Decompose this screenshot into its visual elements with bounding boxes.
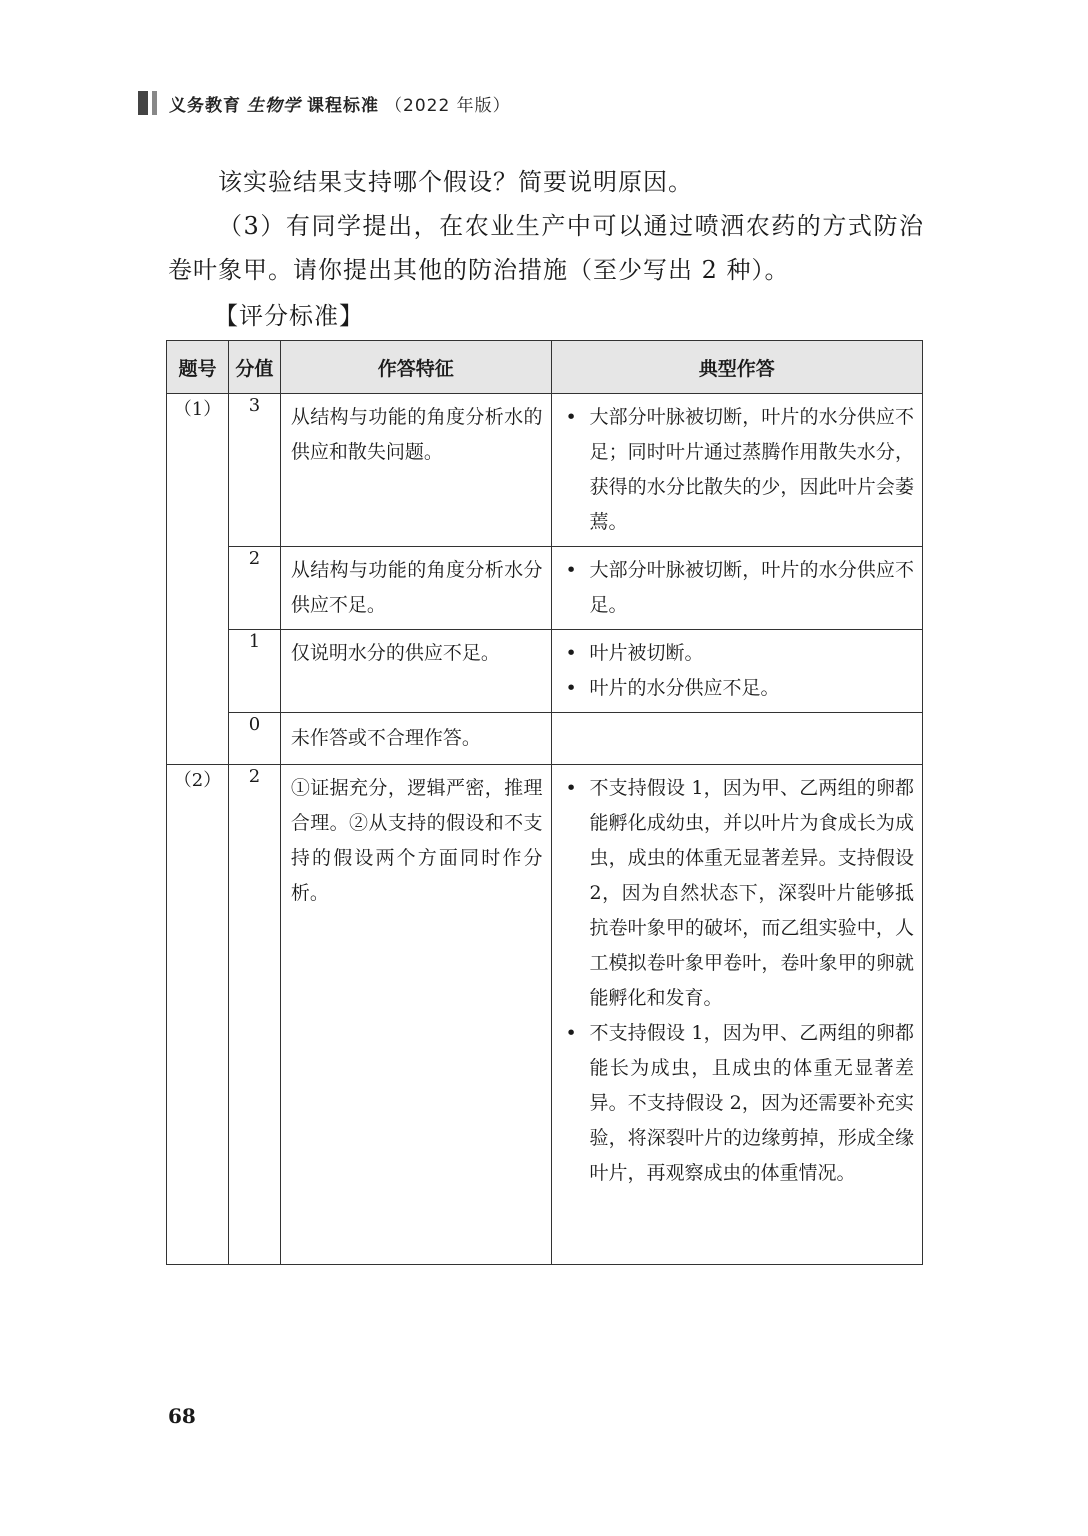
score-cell: 2 bbox=[228, 547, 280, 630]
scoring-criteria-heading: 【评分标准】 bbox=[214, 302, 364, 330]
scoring-table bbox=[166, 340, 923, 1265]
table-row bbox=[167, 547, 923, 630]
feature-cell: 从结构与功能的角度分析水分供应不足。 bbox=[280, 547, 551, 630]
score-cell: 0 bbox=[228, 713, 280, 765]
answer-item: • 不支持假设 1，因为甲、乙两组的卵都能孵化成幼虫，并以叶片为食成长为成虫，成虫的体重无显著差异。支持假设 2，因为自然状态下，深裂叶片能够抵抗卷叶象甲的破坏，而乙组实验中，人工模拟卷叶象甲卷叶，卷叶象甲的卵就能孵化和发育。 bbox=[564, 771, 915, 1016]
question-number-cell: （1） bbox=[167, 394, 229, 765]
score-cell: 2 bbox=[228, 765, 280, 1265]
answer-cell bbox=[551, 394, 923, 547]
answer-cell bbox=[551, 547, 923, 630]
answer-cell bbox=[551, 765, 923, 1265]
feature-cell: 未作答或不合理作答。 bbox=[280, 713, 551, 765]
header-question-number: 题号 bbox=[167, 341, 229, 394]
answer-cell bbox=[551, 713, 923, 765]
answer-item: • 大部分叶脉被切断，叶片的水分供应不足。 bbox=[564, 553, 915, 623]
table-row bbox=[167, 394, 923, 547]
page-number: 68 bbox=[168, 1404, 196, 1428]
feature-cell: 从结构与功能的角度分析水的供应和散失问题。 bbox=[280, 394, 551, 547]
header-bar-icon bbox=[138, 91, 148, 115]
feature-cell: 仅说明水分的供应不足。 bbox=[280, 630, 551, 713]
header-typical-answer: 典型作答 bbox=[551, 341, 923, 394]
table-row bbox=[167, 765, 923, 1265]
answer-item: • 叶片被切断。 bbox=[564, 636, 915, 671]
score-cell: 1 bbox=[228, 630, 280, 713]
header-part1: 义务教育 bbox=[169, 95, 241, 116]
header-title bbox=[169, 91, 511, 116]
header-score: 分值 bbox=[228, 341, 280, 394]
paragraph-question-3: （3）有同学提出，在农业生产中可以通过喷洒农药的方式防治卷叶象甲。请你提出其他的防治措施（至少写出 2 种）。 bbox=[168, 212, 924, 284]
header-year: （2022 年版） bbox=[385, 95, 511, 116]
table-row bbox=[167, 630, 923, 713]
score-cell: 3 bbox=[228, 394, 280, 547]
header-part3: 课程标准 bbox=[307, 95, 379, 116]
feature-cell: ①证据充分，逻辑严密，推理合理。②从支持的假设和不支持的假设两个方面同时作分析。 bbox=[280, 765, 551, 1265]
header-bar-thin-icon bbox=[152, 91, 157, 115]
answer-cell bbox=[551, 630, 923, 713]
answer-item: • 大部分叶脉被切断，叶片的水分供应不足；同时叶片通过蒸腾作用散失水分，获得的水分比散失的少，因此叶片会萎蔫。 bbox=[564, 400, 915, 540]
paragraph-question-2-tail: 该实验结果支持哪个假设？简要说明原因。 bbox=[218, 168, 693, 196]
answer-item: • 叶片的水分供应不足。 bbox=[564, 671, 915, 706]
header-answer-feature: 作答特征 bbox=[280, 341, 551, 394]
table-row bbox=[167, 713, 923, 765]
table-header-row bbox=[167, 341, 923, 394]
running-header bbox=[138, 90, 511, 116]
answer-item: • 不支持假设 1，因为甲、乙两组的卵都能长为成虫，且成虫的体重无显著差异。不支持假设 2，因为还需要补充实验，将深裂叶片的边缘剪掉，形成全缘叶片，再观察成虫的体重情况。 bbox=[564, 1016, 915, 1191]
header-part2: 生物学 bbox=[247, 95, 301, 116]
question-number-cell: （2） bbox=[167, 765, 229, 1265]
